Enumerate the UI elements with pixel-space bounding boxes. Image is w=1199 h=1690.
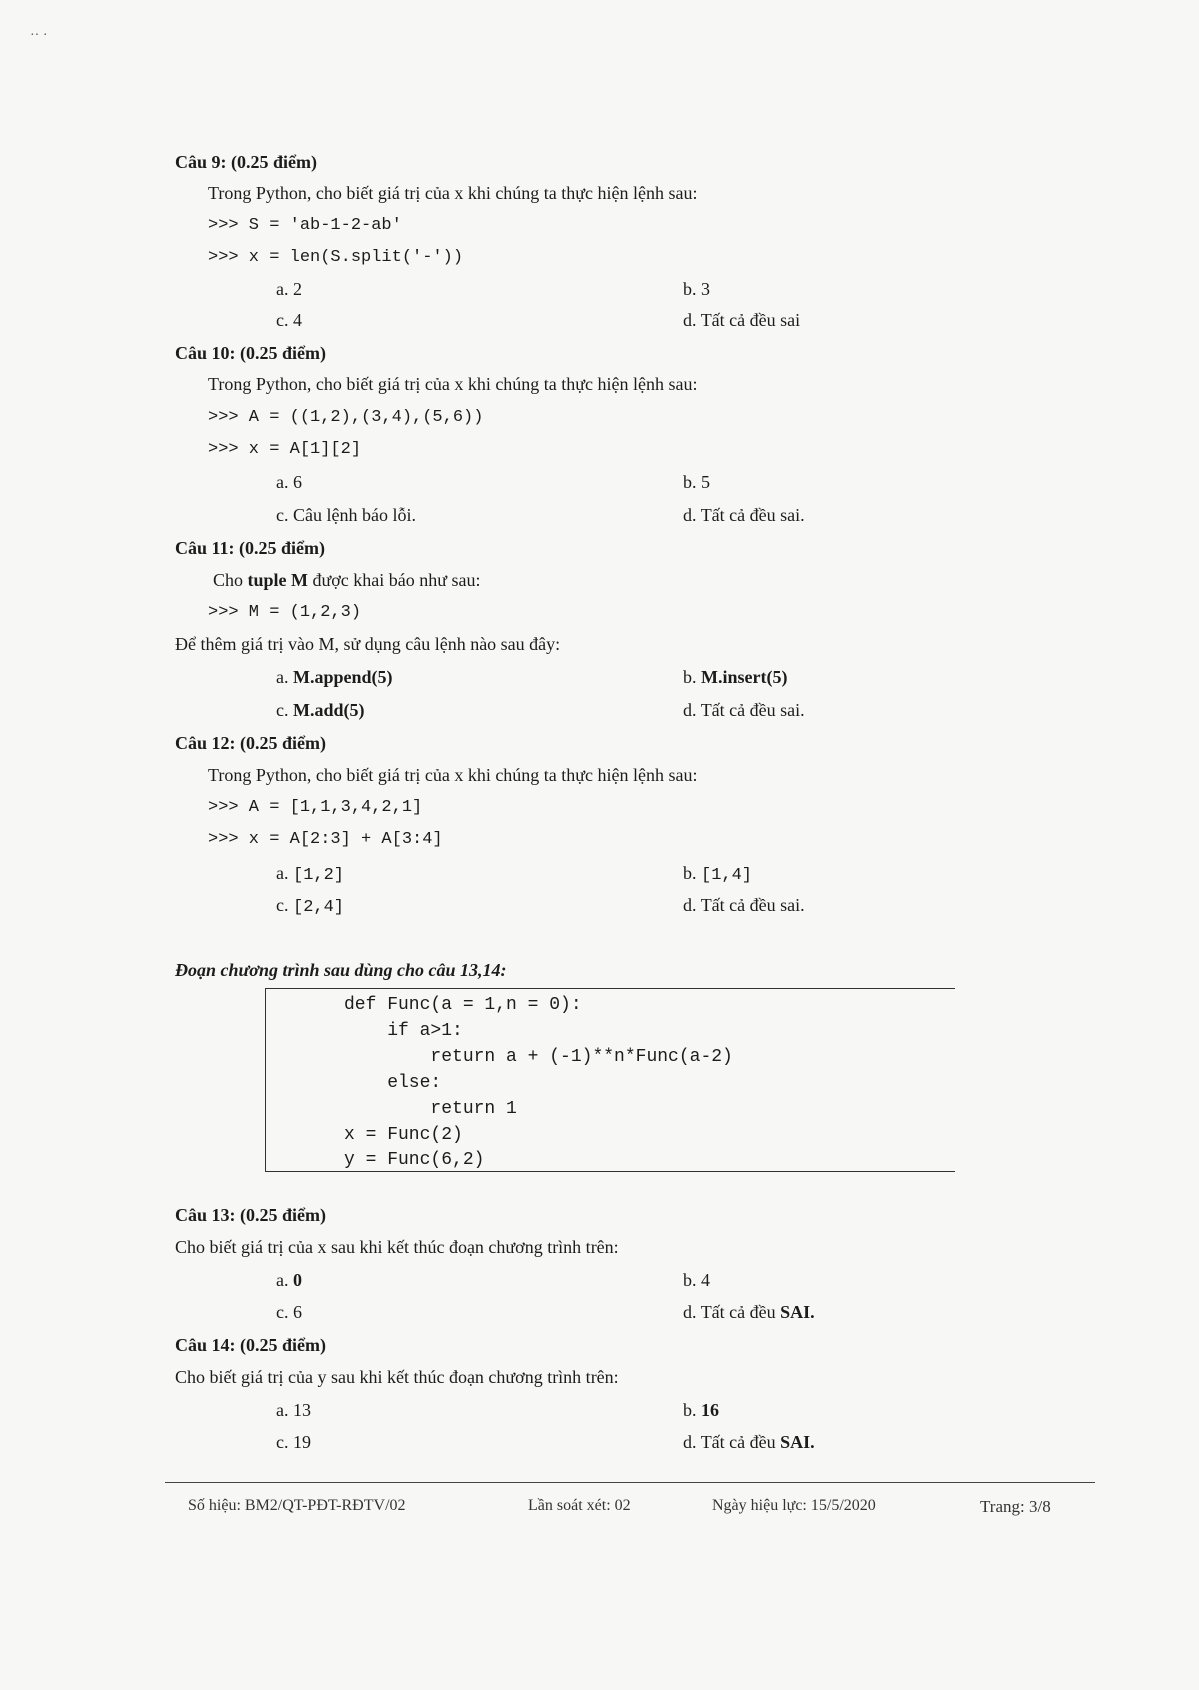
option-b: [683, 279, 710, 300]
option-a: [276, 279, 302, 300]
option-text: 2: [293, 279, 302, 299]
option-text: 0: [293, 1270, 302, 1290]
option-label: c.: [276, 505, 289, 525]
option-label: a.: [276, 1400, 289, 1420]
option-text: 16: [701, 1400, 719, 1420]
section-heading: Đoạn chương trình sau dùng cho câu 13,14:: [175, 960, 507, 980]
program-line: else:: [344, 1073, 442, 1093]
option-label: c.: [276, 1432, 289, 1452]
option-d: [683, 1302, 815, 1323]
program-line: y = Func(6,2): [344, 1150, 485, 1170]
option-label: a.: [276, 1270, 289, 1290]
question-title: Câu 12: (0.25 điểm): [175, 733, 326, 753]
option-a: [276, 1400, 311, 1421]
question-prompt: Trong Python, cho biết giá trị của x khi chúng ta thực hiện lệnh sau:: [208, 183, 698, 203]
prompt-text: được khai báo như sau:: [308, 570, 481, 590]
option-label: d.: [683, 895, 697, 915]
footer-doc-id: Số hiệu: BM2/QT-PĐT-RĐTV/02: [188, 1497, 406, 1514]
footer-page-number: Trang: 3/8: [980, 1497, 1051, 1516]
program-line: return 1: [344, 1099, 517, 1119]
option-c: [276, 310, 302, 331]
question-title: Câu 13: (0.25 điểm): [175, 1205, 326, 1225]
option-label: c.: [276, 895, 289, 915]
scan-mark: ·· ·: [30, 28, 48, 43]
option-text: 19: [293, 1432, 311, 1452]
question-title: Câu 14: (0.25 điểm): [175, 1335, 326, 1355]
option-label: c.: [276, 700, 289, 720]
option-d: [683, 700, 805, 721]
program-line: if a>1:: [344, 1021, 463, 1041]
code-line: >>> x = A[2:3] + A[3:4]: [208, 830, 443, 849]
option-b: [683, 472, 710, 493]
option-label: c.: [276, 310, 289, 330]
option-label: d.: [683, 700, 697, 720]
option-label: c.: [276, 1302, 289, 1322]
option-label: b.: [683, 1400, 697, 1420]
question-prompt: Cho biết giá trị của x sau khi kết thúc đoạn chương trình trên:: [175, 1237, 619, 1257]
footer-revision: Lần soát xét: 02: [528, 1497, 631, 1514]
question-title: Câu 10: (0.25 điểm): [175, 343, 326, 363]
option-text: [2,4]: [293, 898, 345, 917]
option-text: 5: [701, 472, 710, 492]
option-label: b.: [683, 1270, 697, 1290]
option-text: Câu lệnh báo lỗi.: [293, 505, 416, 525]
option-text: 3: [701, 279, 710, 299]
option-a: [276, 667, 393, 688]
option-label: d.: [683, 310, 697, 330]
question-prompt: Cho biết giá trị của y sau khi kết thúc đoạn chương trình trên:: [175, 1367, 619, 1387]
option-label: b.: [683, 472, 697, 492]
option-text: M.add(5): [293, 700, 365, 720]
option-label: a.: [276, 279, 289, 299]
option-label: a.: [276, 863, 289, 883]
option-b: [683, 1270, 710, 1291]
option-d: [683, 505, 805, 526]
code-line: >>> S = 'ab-1-2-ab': [208, 216, 402, 235]
option-c: [276, 1302, 302, 1323]
option-d: [683, 895, 805, 916]
footer-effective-date: Ngày hiệu lực: 15/5/2020: [712, 1497, 876, 1514]
question-prompt: Trong Python, cho biết giá trị của x khi chúng ta thực hiện lệnh sau:: [208, 374, 698, 394]
code-line: >>> M = (1,2,3): [208, 603, 362, 622]
option-text-bold: SAI.: [780, 1432, 815, 1452]
option-label: d.: [683, 505, 697, 525]
option-text-bold: SAI.: [780, 1302, 815, 1322]
option-text: 6: [293, 1302, 302, 1322]
option-text: Tất cả đều: [700, 1302, 781, 1322]
prompt-text: Cho: [213, 570, 248, 590]
option-a: [276, 1270, 302, 1291]
option-text: Tất cả đều sai: [700, 310, 801, 330]
option-c: [276, 895, 344, 917]
option-text: Tất cả đều: [700, 1432, 781, 1452]
option-text: 4: [293, 310, 302, 330]
option-label: a.: [276, 667, 289, 687]
question-prompt: Trong Python, cho biết giá trị của x khi chúng ta thực hiện lệnh sau:: [208, 765, 698, 785]
option-c: [276, 1432, 311, 1453]
program-line: return a + (-1)**n*Func(a-2): [344, 1047, 733, 1067]
option-text: 6: [293, 472, 302, 492]
option-a: [276, 472, 302, 493]
option-label: d.: [683, 1302, 697, 1322]
option-text: M.insert(5): [701, 667, 788, 687]
code-line: >>> A = ((1,2),(3,4),(5,6)): [208, 408, 484, 427]
code-line: >>> A = [1,1,3,4,2,1]: [208, 798, 423, 817]
option-d: [683, 1432, 815, 1453]
option-text: Tất cả đều sai.: [700, 700, 805, 720]
code-line: >>> x = A[1][2]: [208, 440, 362, 459]
footer-divider: [165, 1482, 1095, 1483]
option-c: [276, 700, 365, 721]
program-code-box: [265, 988, 955, 1172]
question-title: Câu 9: (0.25 điểm): [175, 152, 317, 172]
option-c: [276, 505, 416, 526]
option-b: [683, 863, 752, 885]
code-line: >>> x = len(S.split('-')): [208, 248, 464, 267]
question-prompt: [213, 570, 481, 591]
option-label: b.: [683, 667, 697, 687]
option-label: d.: [683, 1432, 697, 1452]
prompt-bold: tuple M: [247, 570, 309, 590]
option-text: [1,2]: [293, 866, 345, 885]
option-label: a.: [276, 472, 289, 492]
option-text: 4: [701, 1270, 710, 1290]
program-line: def Func(a = 1,n = 0):: [344, 995, 582, 1015]
option-a: [276, 863, 344, 885]
question-followup: Để thêm giá trị vào M, sử dụng câu lệnh nào sau đây:: [175, 634, 561, 654]
option-text: 13: [293, 1400, 311, 1420]
option-b: [683, 1400, 719, 1421]
option-text: [1,4]: [701, 866, 753, 885]
option-label: b.: [683, 863, 697, 883]
question-title: Câu 11: (0.25 điểm): [175, 538, 325, 558]
program-line: x = Func(2): [344, 1125, 463, 1145]
option-text: M.append(5): [293, 667, 393, 687]
option-text: Tất cả đều sai.: [700, 895, 805, 915]
option-label: b.: [683, 279, 697, 299]
option-d: [683, 310, 800, 331]
option-b: [683, 667, 787, 688]
option-text: Tất cả đều sai.: [700, 505, 805, 525]
